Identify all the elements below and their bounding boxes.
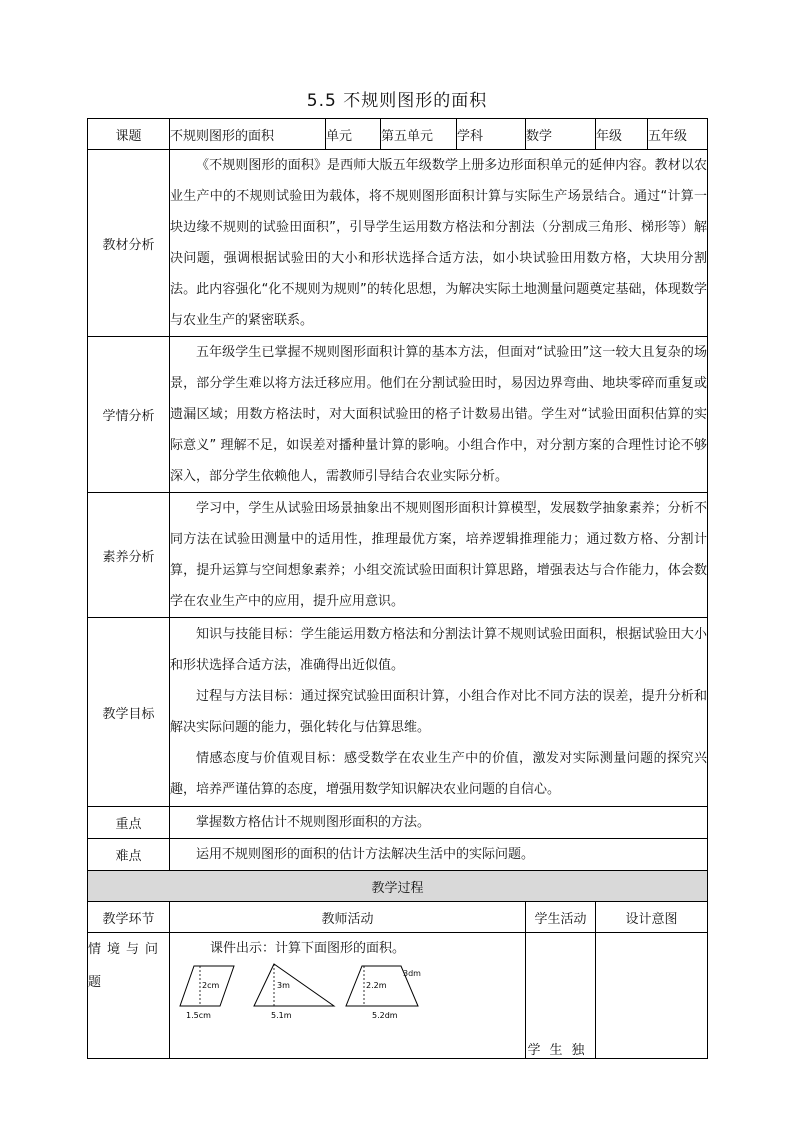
course-label: 课题 [88,119,170,150]
section-content [170,618,708,807]
intent-cell [596,933,708,1059]
header-row [88,119,708,150]
section-row-objectives [88,618,708,807]
section-content [170,150,708,337]
difficulty-text: 运用不规则图形的面积的估计方法解决生活中的实际问题。 [196,847,535,862]
section-paragraph: 知识与技能目标：学生能运用数方格法和分割法计算不规则试验田面积，根据试验田大小和形状选择合适方法，准确得出近似值。 [170,627,707,673]
teacher-instruction: 课件出示：计算下面图形的面积。 [210,941,406,956]
section-content [170,839,708,871]
key-point-text: 掌握数方格估计不规则图形面积的方法。 [196,815,431,830]
page-title: 5.5 不规则图形的面积 [306,91,488,111]
section-paragraph: 《不规则图形的面积》是西师大版五年级数学上册多边形面积单元的延伸内容。教材以农业生产中的不规则试验田为载体，将不规则图形面积计算与实际生产场景结合。通过“计算一块边缘不规则的试验田面积”，引导学生运用数方格法和分割法（分割成三角形、梯形等）解决问题，强调根据试验田的大小和形状选择合适方法，如小块试验田用数方格，大块用分割法。此内容强化“化不规则为规则”的转化思想，为解决实际土地测量问题奠定基础，体现数学与农业生产的紧密联系。 [170,158,707,328]
section-label: 教学目标 [88,618,170,807]
parallelogram-height-label: 2cm [202,981,220,990]
process-header-row [88,902,708,933]
trapezoid-top-label: 3dm [403,969,421,978]
unit-label: 单元 [326,119,381,150]
process-title: 教学过程 [88,871,708,902]
difficulty-row [88,839,708,871]
section-row-literacy [88,493,708,618]
lesson-plan-table [87,118,708,1059]
triangle-height-label: 3m [277,981,290,990]
col-student-header: 学生活动 [526,902,596,933]
stage-cell [88,933,170,1059]
col-teacher-header: 教师活动 [170,902,526,933]
section-paragraph: 学习中，学生从试验田场景抽象出不规则图形面积计算模型，发展数学抽象素养；分析不同方法在试验田测量中的适用性，推理最优方案，培养逻辑推理能力；通过数方格、分割计算，提升运算与空间想象素养；小组交流试验田面积计算思路，增强表达与合作能力，体会数学在农业生产中的应用，提升应用意识。 [170,501,707,609]
section-label: 素养分析 [88,493,170,618]
triangle-base-label: 5.1m [271,1011,292,1020]
stage-text: 情境与问题 [88,942,165,990]
section-content [170,807,708,839]
process-row [88,933,708,1059]
unit-value: 第五单元 [381,119,457,150]
process-title-row [88,871,708,902]
triangle-figure [254,964,334,1020]
key-point-label: 重点 [88,807,170,839]
section-row-students [88,337,708,493]
col-intent-header: 设计意图 [596,902,708,933]
section-paragraph: 过程与方法目标：通过探究试验田面积计算，小组合作对比不同方法的误差，提升分析和解决实际问题的能力，强化转化与估算思维。 [170,689,707,735]
student-cell [526,933,596,1059]
subject-label: 学科 [457,119,526,150]
section-paragraph: 五年级学生已掌握不规则图形面积计算的基本方法，但面对“试验田”这一较大且复杂的场景，部分学生难以将方法迁移应用。他们在分割试验田时，易因边界弯曲、地块零碎而重复或遗漏区域；用数方格法时，对大面积试验田的格子计数易出错。学生对“试验田面积估算的实际意义” 理解不足，如误差对播种量计算的影响。小组合作中，对分割方案的合理性讨论不够深入，部分学生依赖他人，需教师引导结合农业实际分析。 [170,345,707,484]
subject-value: 数学 [526,119,596,150]
difficulty-label: 难点 [88,839,170,871]
shapes-figure [174,962,474,1028]
section-paragraph: 情感态度与价值观目标：感受数学在农业生产中的价值，激发对实际测量问题的探究兴趣，培养严谨估算的态度，增强用数学知识解决农业问题的自信心。 [170,751,707,797]
section-content [170,493,708,618]
section-content [170,337,708,493]
parallelogram-base-label: 1.5cm [186,1011,211,1020]
student-text: 学生独 [527,1043,594,1058]
grade-value: 五年级 [648,119,708,150]
grade-label: 年级 [596,119,648,150]
section-label: 学情分析 [88,337,170,493]
course-value: 不规则图形的面积 [170,119,326,150]
teacher-cell [170,933,526,1059]
parallelogram-figure [180,966,234,1020]
col-stage-header: 教学环节 [88,902,170,933]
trapezoid-height-label: 2.2m [366,981,387,990]
section-row-textbook [88,150,708,337]
key-point-row [88,807,708,839]
trapezoid-bottom-label: 5.2dm [372,1011,398,1020]
section-label: 教材分析 [88,150,170,337]
